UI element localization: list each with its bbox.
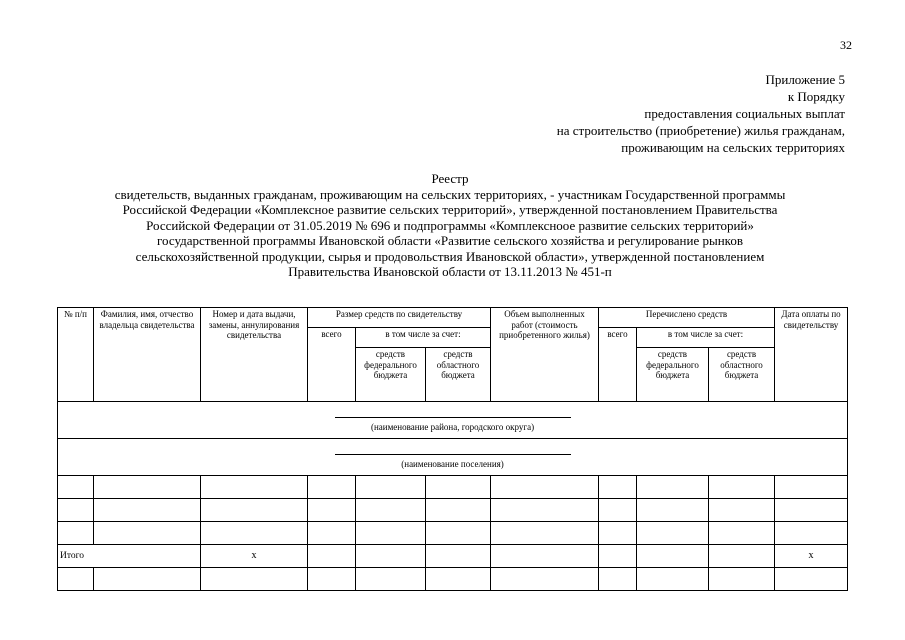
total-cert-mark: х: [201, 545, 308, 568]
header-transferred-including: в том числе за счет:: [637, 328, 775, 348]
table-cell: [709, 568, 775, 591]
table-cell: [775, 476, 848, 499]
table-cell: [709, 522, 775, 545]
table-cell: [201, 499, 308, 522]
table-cell: [94, 499, 201, 522]
district-caption: (наименование района, городского округа): [370, 422, 535, 432]
appendix-line: на строительство (приобретение) жилья гражданам,: [556, 123, 845, 138]
appendix-line: к Порядку: [787, 89, 845, 104]
appendix-line: Приложение 5: [765, 72, 845, 87]
table-cell: [637, 499, 709, 522]
total-label: Итого: [58, 545, 201, 568]
table-cell: [201, 568, 308, 591]
table-cell: [58, 568, 94, 591]
settlement-row: [58, 439, 848, 476]
header-amount: Размер средств по свидетельству: [308, 308, 491, 328]
table-cell: [58, 499, 94, 522]
total-row: [58, 545, 848, 568]
table-cell: [201, 522, 308, 545]
table-cell: [599, 522, 637, 545]
table-cell: [426, 476, 491, 499]
table-cell: [308, 499, 356, 522]
header-transferred-federal: средств федерального бюджета: [637, 348, 709, 402]
table-cell: [775, 499, 848, 522]
table-row: [58, 568, 848, 591]
document-heading: [40, 171, 860, 280]
table-cell: [308, 568, 356, 591]
heading-line: Правительства Ивановской области от 13.11.2013 № 451-п: [288, 264, 612, 279]
heading-line: Российской Федерации «Комплексное развитие сельских территорий», утвержденной постановлением Правительства: [122, 202, 778, 217]
table-cell: [491, 499, 599, 522]
table-cell: [58, 522, 94, 545]
table-cell: [637, 568, 709, 591]
table-cell: [426, 545, 491, 568]
heading-line: свидетельств, выданных гражданам, проживающим на сельских территориях, - участникам Государственной программы: [114, 186, 786, 202]
table-cell: [491, 476, 599, 499]
header-certificate: Номер и дата выдачи, замены, аннулирования свидетельства: [201, 308, 308, 402]
table-cell: [599, 476, 637, 499]
table-cell: [58, 476, 94, 499]
heading-title: Реестр: [431, 171, 469, 186]
district-row: [58, 402, 848, 439]
heading-line: государственной программы Ивановской области «Развитие сельского хозяйства и регулирование рынков: [157, 233, 743, 248]
table-row: [58, 522, 848, 545]
header-owner-name: Фамилия, имя, отчество владельца свидетельства: [94, 308, 201, 402]
registry-table: [57, 307, 848, 591]
settlement-name-line: [335, 440, 571, 455]
appendix-block: [557, 71, 845, 156]
table-cell: [709, 545, 775, 568]
settlement-cell: [58, 439, 848, 476]
header-amount-total: всего: [308, 328, 356, 402]
table-cell: [709, 499, 775, 522]
table-cell: [94, 522, 201, 545]
table-cell: [356, 568, 426, 591]
header-work-volume: Объем выполненных работ (стоимость приобретенного жилья): [491, 308, 599, 402]
table-cell: [94, 568, 201, 591]
header-transferred: Перечислено средств: [599, 308, 775, 328]
table-cell: [308, 545, 356, 568]
header-amount-federal: средств федерального бюджета: [356, 348, 426, 402]
table-cell: [491, 522, 599, 545]
district-cell: [58, 402, 848, 439]
table-cell: [426, 522, 491, 545]
table-cell: [356, 522, 426, 545]
table-cell: [426, 568, 491, 591]
appendix-line: предоставления социальных выплат: [644, 106, 845, 121]
table-row: [58, 499, 848, 522]
table-cell: [356, 499, 426, 522]
header-amount-including: в том числе за счет:: [356, 328, 491, 348]
heading-line: Российской Федерации от 31.05.2019 № 696 и подпрограммы «Комплексноое развитие сельских территорий»: [146, 217, 754, 233]
table-cell: [94, 476, 201, 499]
table-cell: [491, 545, 599, 568]
table-cell: [356, 476, 426, 499]
table-cell: [426, 499, 491, 522]
table-cell: [709, 476, 775, 499]
table-cell: [599, 568, 637, 591]
page-number: 32: [840, 38, 852, 52]
appendix-line: проживающим на сельских территориях: [621, 140, 845, 155]
table-cell: [308, 476, 356, 499]
district-name-line: [335, 403, 571, 418]
table-cell: [775, 522, 848, 545]
table-cell: [637, 522, 709, 545]
table-cell: [599, 499, 637, 522]
table-cell: [201, 476, 308, 499]
table-cell: [356, 545, 426, 568]
header-pay-date: Дата оплаты по свидетельству: [775, 308, 848, 402]
table-cell: [637, 476, 709, 499]
table-cell: [775, 568, 848, 591]
table-cell: [491, 568, 599, 591]
total-paydate-mark: х: [775, 545, 848, 568]
header-transferred-regional: средств областного бюджета: [709, 348, 775, 402]
header-transferred-total: всего: [599, 328, 637, 402]
heading-line: сельскохозяйственной продукции, сырья и продовольствия Ивановской области», утвержденной постановлением: [135, 248, 765, 264]
settlement-caption: (наименование поселения): [401, 459, 504, 469]
table-row: [58, 476, 848, 499]
table-cell: [308, 522, 356, 545]
table-cell: [599, 545, 637, 568]
header-amount-regional: средств областного бюджета: [426, 348, 491, 402]
header-num: № п/п: [58, 308, 94, 402]
table-cell: [637, 545, 709, 568]
